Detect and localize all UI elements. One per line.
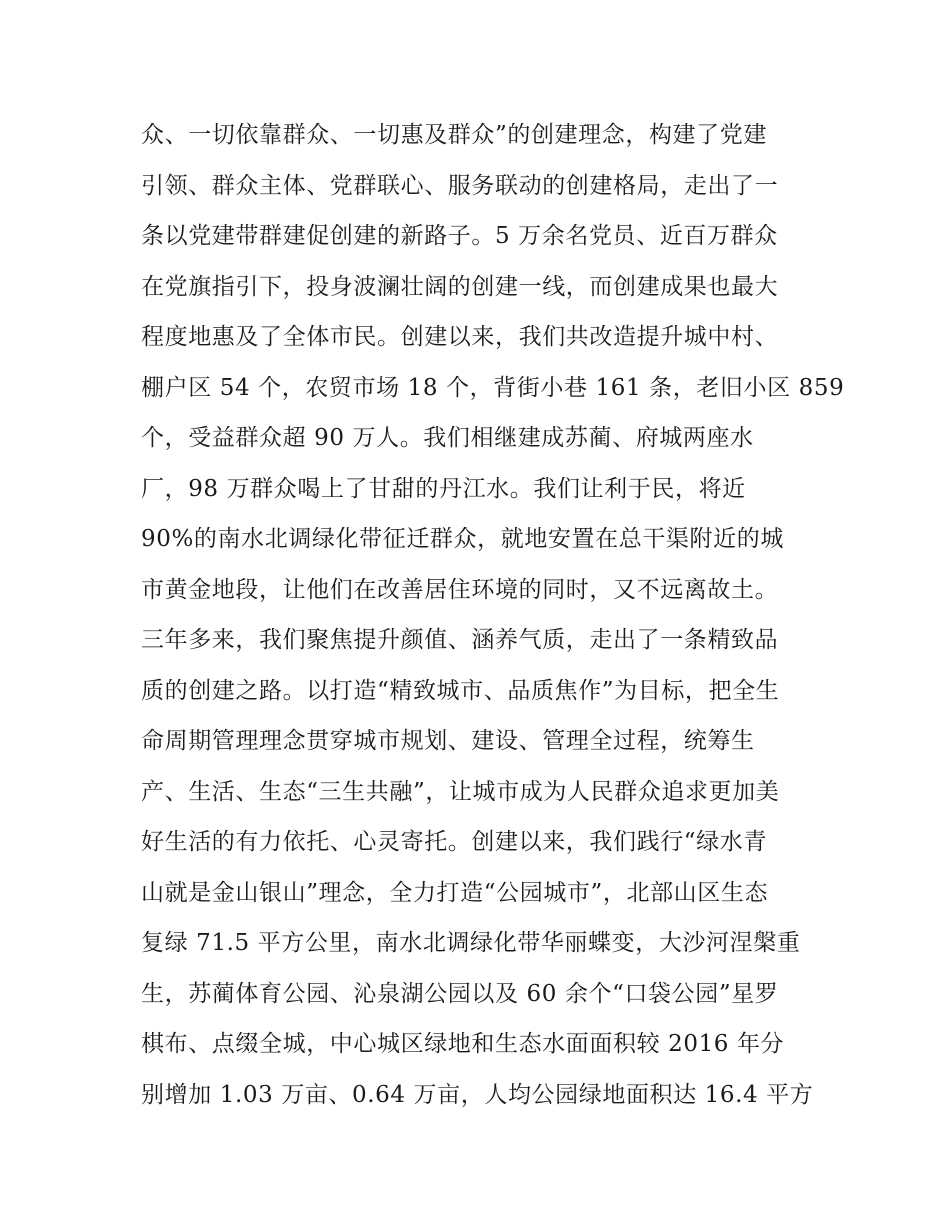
text-line-8: 厂，98 万群众喝上了甘甜的丹江水。我们让利于民，将近 — [141, 475, 746, 502]
text-line-19: 棋布、点缀全城，中心城区绿地和生态水面面积较 2016 年分 — [141, 1031, 785, 1057]
text-line-5: 程度地惠及了全体市民。创建以来，我们共改造提升城中村、 — [141, 324, 779, 350]
text-line-11: 三年多来，我们聚焦提升颜值、涵养气质，走出了一条精致品 — [141, 627, 779, 653]
text-line-20: 别增加 1.03 万亩、0.64 万亩，人均公园绿地面积达 16.4 平方 — [141, 1081, 814, 1108]
text-line-4: 在党旗指引下，投身波澜壮阔的创建一线，而创建成果也最大 — [141, 273, 779, 300]
text-line-14: 产、生活、生态“三生共融”，让城市成为人民群众追求更加美 — [141, 778, 780, 805]
text-line-2: 引领、群众主体、党群联心、服务联动的创建格局，走出了一 — [141, 172, 779, 199]
text-line-16: 山就是金山银山”理念，全力打造“公园城市”，北部山区生态 — [141, 879, 769, 906]
text-line-10: 市黄金地段，让他们在改善居住环境的同时，又不远离故土。 — [141, 576, 779, 603]
text-line-9: 90%的南水北调绿化带征迁群众，就地安置在总干渠附近的城 — [141, 526, 784, 552]
text-line-6: 棚户区 54 个，农贸市场 18 个，背街小巷 161 条，老旧小区 859 — [141, 374, 845, 401]
text-line-15: 好生活的有力依托、心灵寄托。创建以来，我们践行“绿水青 — [141, 829, 767, 855]
body-text — [141, 110, 845, 1120]
text-line-1: 众、一切依靠群众、一切惠及群众”的创建理念，构建了党建 — [141, 122, 767, 148]
text-line-13: 命周期管理理念贯穿城市规划、建设、管理全过程，统筹生 — [141, 728, 755, 754]
text-line-12: 质的创建之路。以打造“精致城市、品质焦作”为目标，把全生 — [141, 677, 780, 704]
text-line-7: 个，受益群众超 90 万人。我们相继建成苏蔺、府城两座水 — [141, 425, 754, 451]
text-line-3: 条以党建带群建促创建的新路子。5 万余名党员、近百万群众 — [141, 223, 778, 249]
text-line-18: 生，苏蔺体育公园、沁泉湖公园以及 60 余个“口袋公园”星罗 — [141, 980, 779, 1007]
text-line-17: 复绿 71.5 平方公里，南水北调绿化带华丽蝶变，大沙河涅槃重 — [141, 930, 801, 956]
